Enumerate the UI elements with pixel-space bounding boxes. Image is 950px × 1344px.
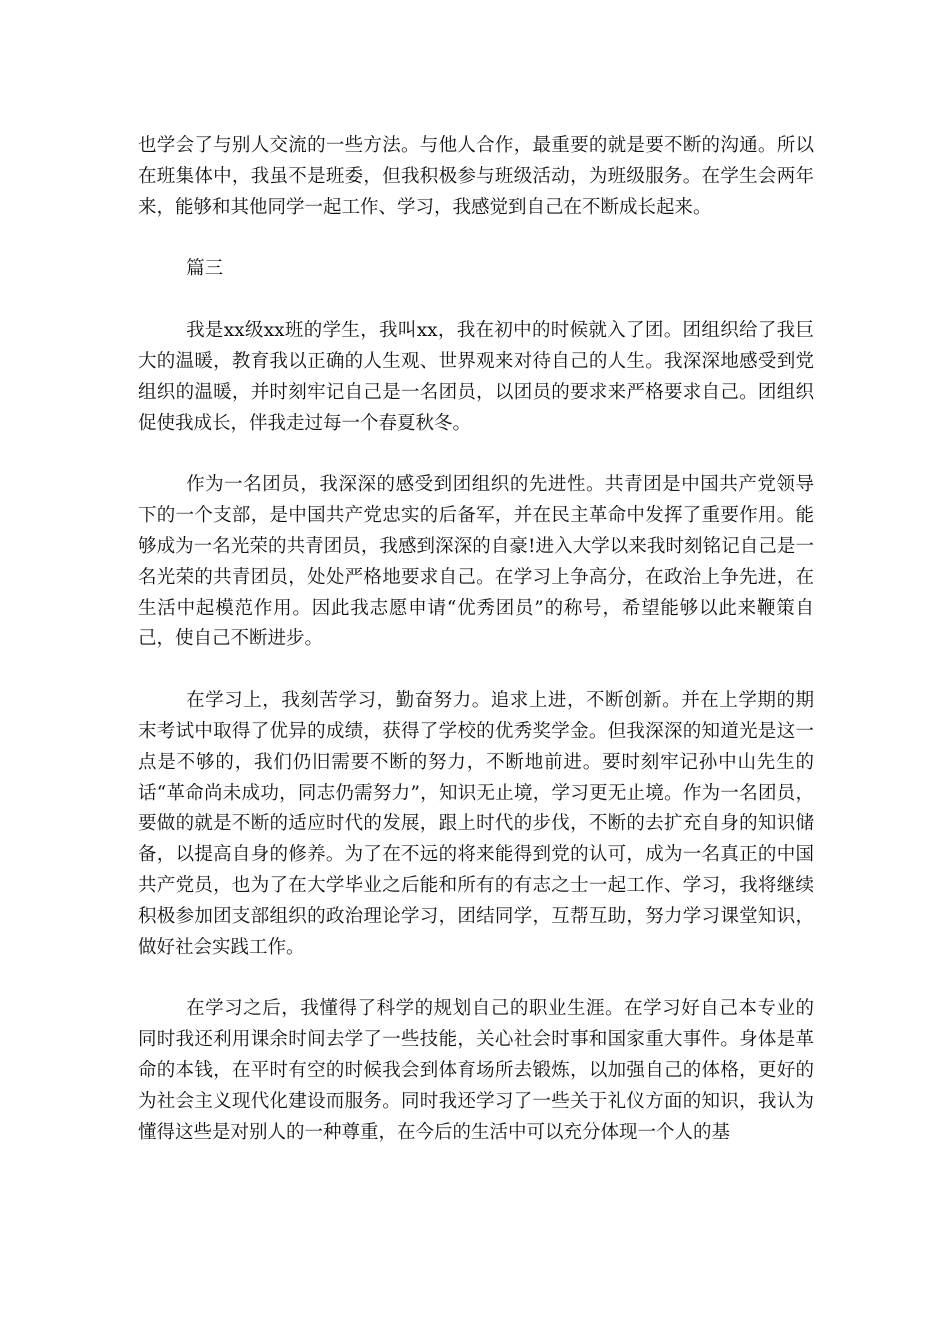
section-heading: 篇三 <box>186 258 224 280</box>
paragraph-study: 在学习上，我刻苦学习，勤奋努力。追求上进，不断创新。并在上学期的期末考试中取得了优异的成绩，获得了学校的优秀奖学金。但我深深的知道光是这一点是不够的，我们仍旧需要不断的努力，不断地前进。要时刻牢记孙中山先生的话“革命尚未成功，同志仍需努力”，知识无止境，学习更无止境。作为一名团员，要做的就是不断的适应时代的发展，跟上时代的步伐，不断的去扩充自身的知识储备，以提高自身的修养。为了在不远的将来能得到党的认可，成为一名真正的中国共产党员，也为了在大学毕业之后能和所有的有志之士一起工作、学习，我将继续积极参加团支部组织的政治理论学习，团结同学，互帮互助，努力学习课堂知识，做好社会实践工作。 <box>138 690 814 958</box>
paragraph-continuation: 也学会了与别人交流的一些方法。与他人合作，最重要的就是要不断的沟通。所以在班集体中，我虽不是班委，但我积极参与班级活动，为班级服务。在学生会两年来，能够和其他同学一起工作、学习，我感觉到自己在不断成长起来。 <box>138 135 814 218</box>
paragraph-intro: 我是xx级xx班的学生，我叫xx，我在初中的时候就入了团。团组织给了我巨大的温暖，教育我以正确的人生观、世界观来对待自己的人生。我深深地感受到党组织的温暖，并时刻牢记自己是一名团员，以团员的要求来严格要求自己。团组织促使我成长，伴我走过每一个春夏秋冬。 <box>138 320 814 434</box>
paragraph-member: 作为一名团员，我深深的感受到团组织的先进性。共青团是中国共产党领导下的一个支部，是中国共产党忠实的后备军，并在民主革命中发挥了重要作用。能够成为一名光荣的共青团员，我感到深深的自豪!进入大学以来我时刻铭记自己是一名光荣的共青团员，处处严格地要求自己。在学习上争高分，在政治上争先进，在生活中起模范作用。因此我志愿申请“优秀团员”的称号，希望能够以此来鞭策自己，使自己不断进步。 <box>138 474 814 650</box>
paragraph-career: 在学习之后，我懂得了科学的规划自己的职业生涯。在学习好自己本专业的同时我还利用课余时间去学了一些技能，关心社会时事和国家重大事件。身体是革命的本钱，在平时有空的时候我会到体育场所去锻炼，以加强自己的体格，更好的为社会主义现代化建设而服务。同时我还学习了一些关于礼仪方面的知识，我认为懂得这些是对别人的一种尊重，在今后的生活中可以充分体现一个人的基 <box>138 998 814 1143</box>
document-body <box>138 131 814 1179</box>
